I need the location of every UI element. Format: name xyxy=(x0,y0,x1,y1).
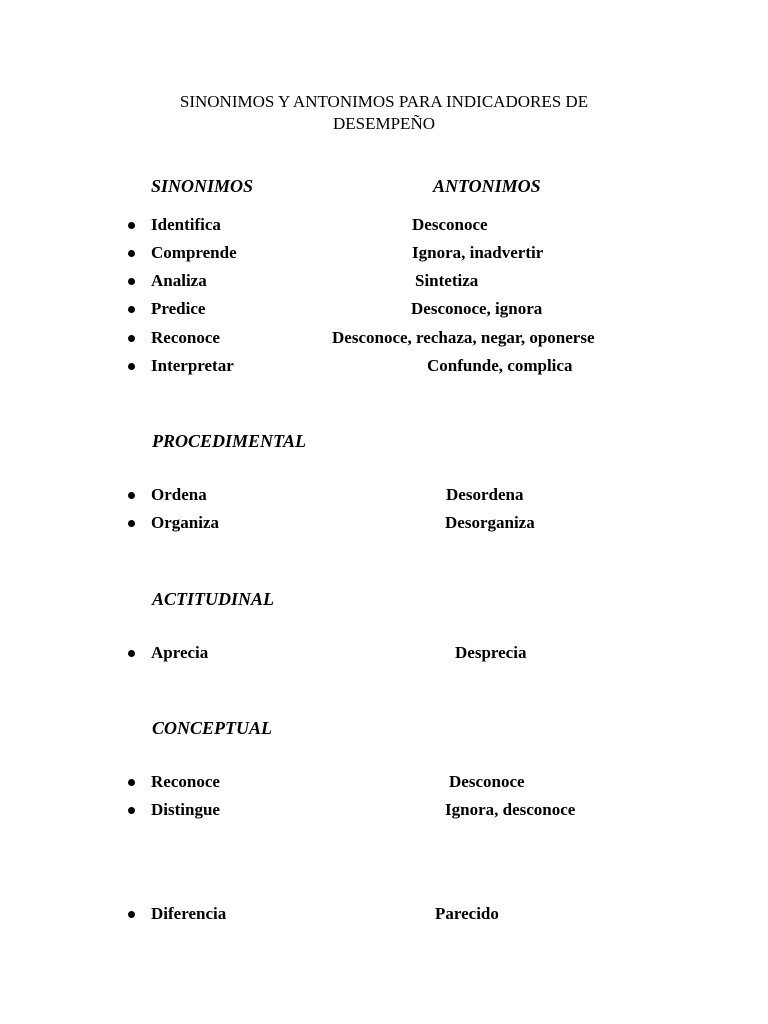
bullet-icon xyxy=(128,779,135,786)
antonym-text: Desorganiza xyxy=(445,513,535,532)
bullet-icon xyxy=(128,492,135,499)
antonym-text: Desconoce, ignora xyxy=(411,299,543,318)
column-heading-antonimos: ANTONIMOS xyxy=(433,176,541,196)
bullet-icon xyxy=(128,911,135,918)
bullet-icon xyxy=(128,650,135,657)
list-item xyxy=(0,798,768,822)
antonym-text: Desconoce xyxy=(412,215,488,234)
bullet-icon xyxy=(128,335,135,342)
bullet-icon xyxy=(128,306,135,313)
list-item xyxy=(0,297,768,321)
synonym-text: Predice xyxy=(151,299,206,318)
synonym-text: Diferencia xyxy=(151,904,227,923)
bullet-icon xyxy=(128,278,135,285)
synonym-text: Aprecia xyxy=(151,643,209,662)
antonym-text: Desprecia xyxy=(455,643,527,662)
synonym-text: Interpretar xyxy=(151,356,234,375)
document-title-line1: SINONIMOS Y ANTONIMOS PARA INDICADORES DE xyxy=(179,92,589,111)
section-heading-actitudinal: ACTITUDINAL xyxy=(152,589,275,609)
list-item xyxy=(0,241,768,265)
antonym-text: Desconoce xyxy=(449,772,525,791)
bullet-icon xyxy=(128,363,135,370)
section-heading-procedimental: PROCEDIMENTAL xyxy=(152,431,307,451)
antonym-text: Ignora, desconoce xyxy=(445,800,576,819)
antonym-text: Desordena xyxy=(446,485,524,504)
document-title-line2: DESEMPEÑO xyxy=(332,114,435,133)
bullet-icon xyxy=(128,250,135,257)
list-item xyxy=(0,269,768,293)
list-item xyxy=(0,511,768,535)
bullet-icon xyxy=(128,807,135,814)
list-item xyxy=(0,213,768,237)
section-heading-conceptual: CONCEPTUAL xyxy=(152,718,273,738)
synonym-text: Reconoce xyxy=(151,328,220,347)
bullet-icon xyxy=(128,222,135,229)
synonym-text: Distingue xyxy=(151,800,220,819)
synonym-text: Identifica xyxy=(151,215,221,234)
antonym-text: Sintetiza xyxy=(415,271,479,290)
antonym-text: Parecido xyxy=(435,904,499,923)
synonym-text: Analiza xyxy=(151,271,207,290)
list-item xyxy=(0,770,768,794)
antonym-text: Desconoce, rechaza, negar, oponerse xyxy=(332,328,595,347)
list-item xyxy=(0,354,768,378)
list-item xyxy=(0,483,768,507)
antonym-text: Ignora, inadvertir xyxy=(412,243,544,262)
list-item xyxy=(0,902,768,926)
column-heading-sinonimos: SINONIMOS xyxy=(151,176,254,196)
synonym-text: Reconoce xyxy=(151,772,220,791)
synonym-text: Comprende xyxy=(151,243,237,262)
list-item xyxy=(0,641,768,665)
synonym-text: Organiza xyxy=(151,513,219,532)
bullet-icon xyxy=(128,520,135,527)
list-item xyxy=(0,326,768,350)
synonym-text: Ordena xyxy=(151,485,207,504)
antonym-text: Confunde, complica xyxy=(427,356,573,375)
